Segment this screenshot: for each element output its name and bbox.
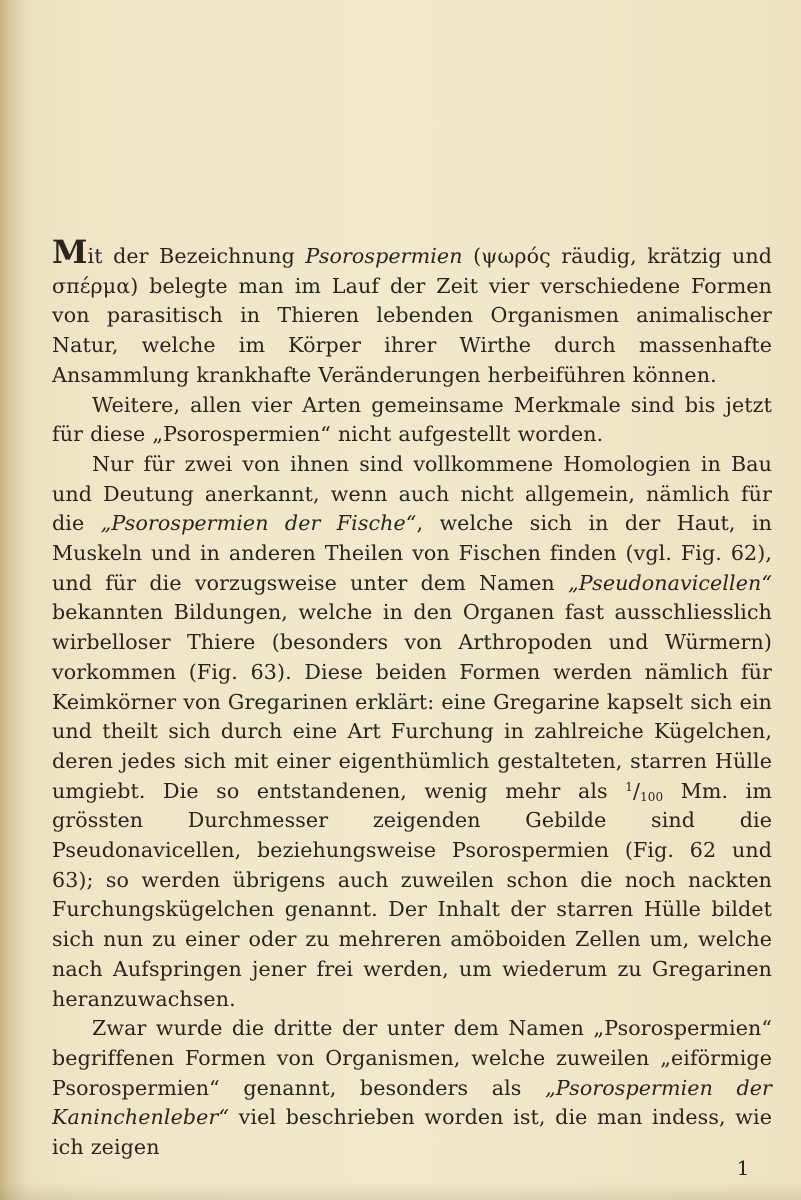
paragraph-3-part-b: , welche sich in der Haut, in Muskeln und in anderen Theilen von Fischen finden (vgl. Fig. 62), und für die vorzugsweise unter dem Namen (52, 511, 772, 595)
body-text (52, 233, 772, 1160)
paragraph-1-lead: it der Bezeichnung (87, 244, 306, 268)
paragraph-2: Weitere, allen vier Arten gemeinsame Merkmale sind bis jetzt für diese „Psorospermien“ nicht aufgestellt worden. (52, 392, 772, 447)
paragraph-1 (52, 233, 772, 391)
paragraph-3: Nur für zwei von ihnen sind vollkommene Homologien in Bau und Deutung anerkannt, wenn auch nicht allgemein, nämlich für die „Psorospermien der Fische“, welche sich in der Haut, in Muskeln und in anderen Theilen von Fischen finden (vgl. Fig. 62), und für die vorzugsweise unter dem Namen „Pseudonavicellen“ bekannten Bildungen, welche in den Organen fast ausschliesslich wirbelloser Thiere (besonders von Arthropoden und Würmern) vorkommen (Fig. 63). Diese beiden Formen werden nämlich für Keimkörner von Gregarinen erklärt: eine Gregarine kapselt sich ein und theilt sich durch eine Art Furchung in zahlreiche Kügelchen, deren jedes sich mit einer eigenthümlich gestalteten, starren Hülle umgiebt. Die so entstandenen, wenig mehr als $^1/_{100}$ Mm. im grössten Durchmesser zeigenden Gebilde sind die Pseudonavicellen, beziehungsweise Psorospermien (Fig. 62 und 63); so werden übrigens auch zuweilen schon die noch nackten Furchungskügelchen genannt. Der Inhalt der starren Hülle bildet sich nun zu einer oder zu mehreren amöboiden Zellen um, welche nach Aufspringen jener frei werden, um wiederum zu Gregarinen heranzuwachsen. (52, 451, 772, 1011)
fraction-denominator: 100 (639, 789, 664, 804)
term-psorospermien-der-fische: „Psorospermien der Fische“ (100, 511, 417, 536)
fraction-numerator: 1 (625, 779, 633, 794)
binding-shadow (0, 0, 34, 1200)
paragraph-4 (52, 1014, 772, 1163)
term-psorospermien-der-kaninchenleber: „Psorospermien der Kaninchenleber“ (52, 1075, 772, 1130)
page-bottom-shadow (0, 1182, 801, 1200)
term-psorospermien: Psorospermien (305, 244, 463, 268)
paragraph-4-part-a: Zwar wurde die dritte der unter dem Namen „Psorospermien“ begriffenen Formen von Organismen, welche zuweilen „eiförmige Psorospermien“ genannt, besonders als (52, 1016, 772, 1100)
paragraph-3-part-d: Mm. im grössten Durchmesser zeigenden Gebilde sind die Pseudonavicellen, beziehungsweise Psorospermien (Fig. 62 und 63); so werden übrigens auch zuweilen schon die noch nackten Furchungskügelchen genannt. Der Inhalt der starren Hülle bildet sich nun zu einer oder zu mehreren amöboiden Zellen um, welche nach Aufspringen jener frei werden, um wiederum zu Gregarinen heranzuwachsen. (52, 778, 772, 1011)
paragraph-3-part-c: bekannten Bildungen, welche in den Organen fast ausschliesslich wirbelloser Thiere (besonders von Arthropoden und Würmern) vorkommen (Fig. 63). Diese beiden Formen werden nämlich für Keimkörner von Gregarinen erklärt: eine Gregarine kapselt sich ein und theilt sich durch eine Art Furchung in zahlreiche Kügelchen, deren jedes sich mit einer eigenthümlich gestalteten, starren Hülle umgiebt. Die so entstandenen, wenig mehr als (52, 600, 772, 803)
paragraph-4-part-b: viel beschrieben worden ist, die man indess, wie ich zeigen (52, 1105, 772, 1160)
page-number: 1 (736, 1156, 750, 1180)
term-pseudonavicellen: „Pseudonavicellen“ (567, 570, 772, 595)
drop-initial: M (52, 233, 88, 271)
paragraph-3-part-a: Nur für zwei von ihnen sind vollkommene Homologien in Bau und Deutung anerkannt, wenn auch nicht allgemein, nämlich für die (52, 451, 772, 536)
paragraph-1-rest: (ψωρός räudig, krätzig und σπέρμα) belegte man im Lauf der Zeit vier verschiedene Formen von parasitisch in Thieren lebenden Organismen animalischer Natur, welche im Körper ihrer Wirthe durch massenhafte Ansammlung krankhafte Veränderungen herbeiführen können. (52, 244, 772, 387)
